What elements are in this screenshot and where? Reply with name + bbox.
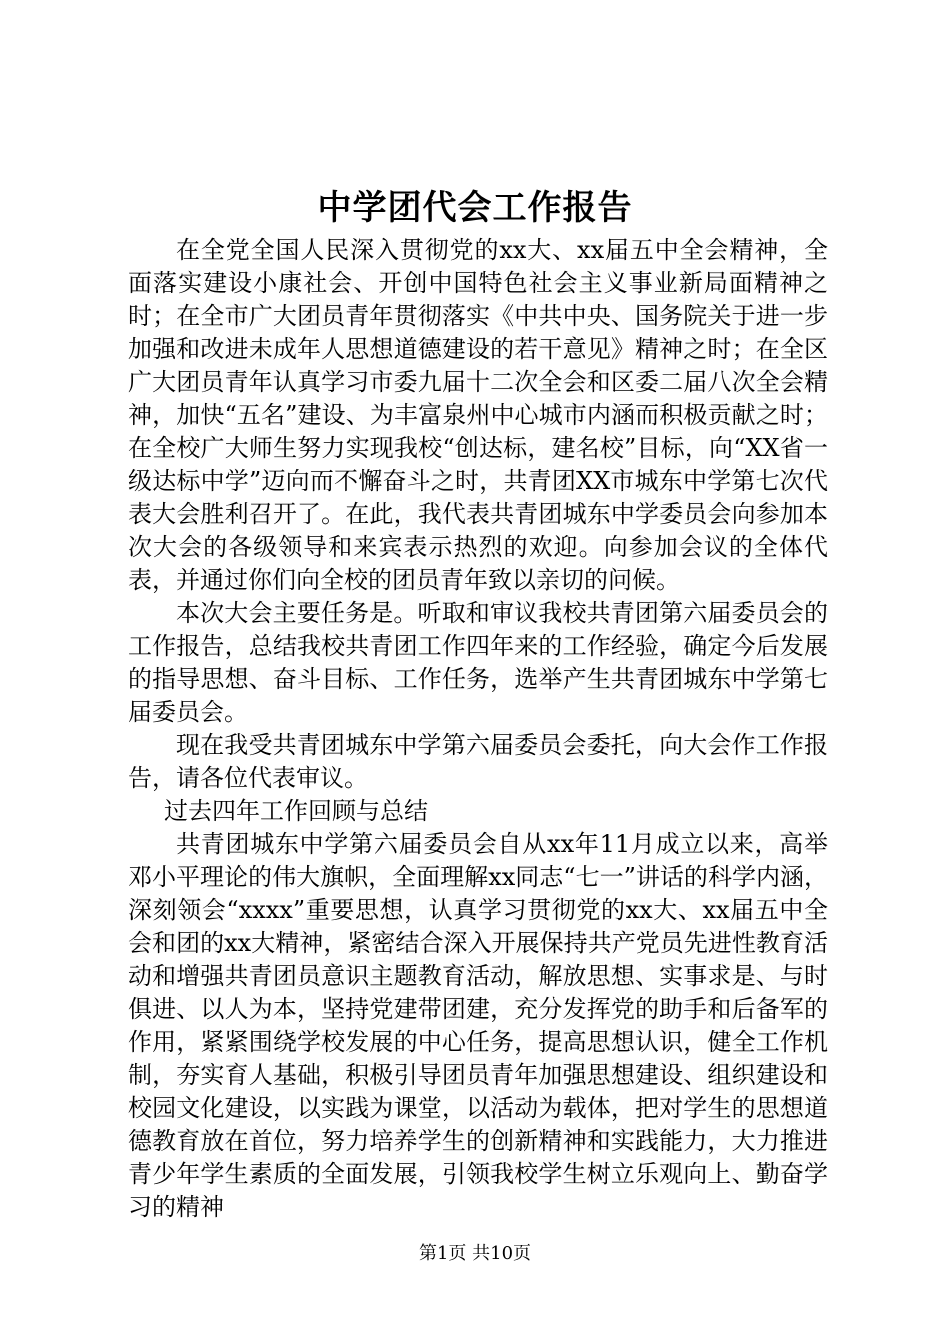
document-body bbox=[128, 234, 828, 1224]
paragraph-tasks: 本次大会主要任务是。听取和审议我校共青团第六届委员会的工作报告，总结我校共青团工作四年来的工作经验，确定今后发展的指导思想、奋斗目标、工作任务，选举产生共青团城东中学第七届委员会。 bbox=[128, 599, 828, 726]
section-heading: 过去四年工作回顾与总结 bbox=[164, 797, 428, 825]
document-title: 中学团代会工作报告 bbox=[317, 188, 633, 228]
paragraph-review: 共青团城东中学第六届委员会自从xx年11月成立以来，高举邓小平理论的伟大旗帜，全面理解xx同志“七一”讲话的科学内涵，深刻领会“xxxx”重要思想，认真学习贯彻党的xx大、xx届五中全会和团的xx大精神，紧密结合深入开展保持共产党员先进性教育活动和增强共青团员意识主题教育活动，解放思想、实事求是、与时俱进、以人为本，坚持党建带团建，充分发挥党的助手和后备军的作用，紧紧围绕学校发展的中心任务，提高思想认识，健全工作机制，夯实育人基础，积极引导团员青年加强思想建设、组织建设和校园文化建设，以实践为课堂，以活动为载体，把对学生的思想道德教育放在首位，努力培养学生的创新精神和实践能力，大力推进青少年学生素质的全面发展，引领我校学生树立乐观向上、勤奋学习的精神 bbox=[128, 830, 828, 1221]
page-footer: 第1页 共10页 bbox=[418, 1243, 532, 1264]
paragraph-commission: 现在我受共青团城东中学第六届委员会委托，向大会作工作报告，请各位代表审议。 bbox=[128, 731, 828, 792]
paragraph-opening: 在全党全国人民深入贯彻党的xx大、xx届五中全会精神，全面落实建设小康社会、开创中国特色社会主义事业新局面精神之时；在全市广大团员青年贯彻落实《中共中央、国务院关于进一步加强和改进未成年人思想道德建设的若干意见》精神之时；在全区广大团员青年认真学习市委九届十二次全会和区委二届八次全会精神，加快“五名”建设、为丰富泉州中心城市内涵而积极贡献之时；在全校广大师生努力实现我校“创达标，建名校”目标，向“XX省一级达标中学”迈向而不懈奋斗之时，共青团XX市城东中学第七次代表大会胜利召开了。在此，我代表共青团城东中学委员会向参加本次大会的各级领导和来宾表示热烈的欢迎。向参加会议的全体代表，并通过你们向全校的团员青年致以亲切的问候。 bbox=[128, 236, 828, 594]
